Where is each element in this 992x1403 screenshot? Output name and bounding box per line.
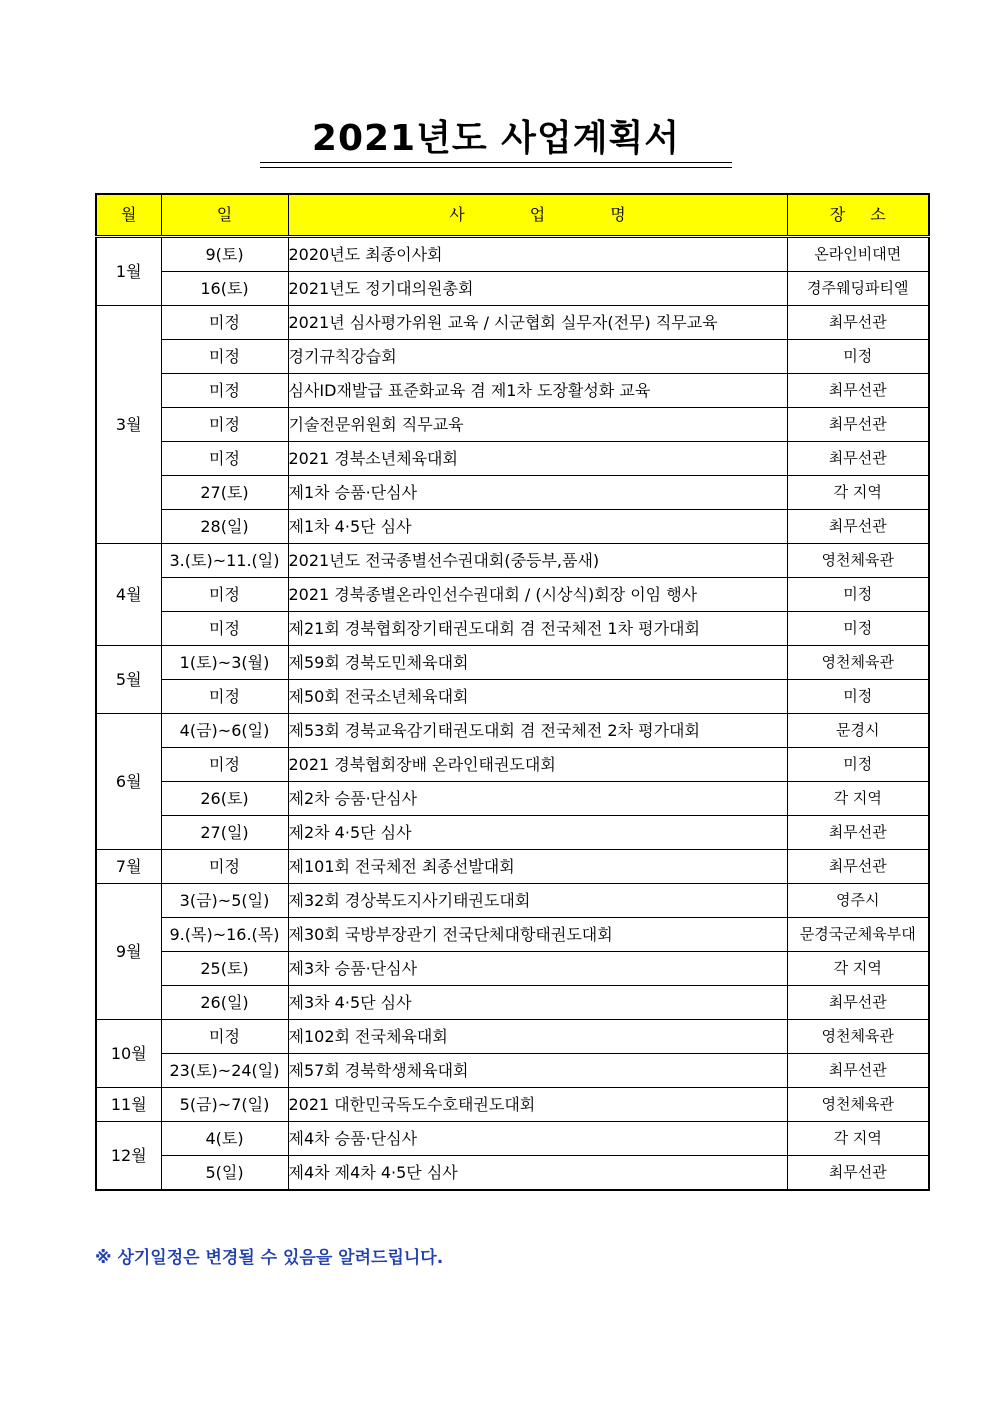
table-row (96, 272, 929, 306)
day-cell: 26(토) (161, 782, 288, 816)
table-row (96, 306, 929, 340)
place-cell: 최무선관 (787, 1156, 929, 1191)
day-cell: 1(토)~3(월) (161, 646, 288, 680)
day-cell: 5(일) (161, 1156, 288, 1191)
table-row (96, 952, 929, 986)
table-row (96, 782, 929, 816)
place-cell: 최무선관 (787, 986, 929, 1020)
month-cell: 12월 (96, 1122, 161, 1191)
day-cell: 미정 (161, 442, 288, 476)
day-cell: 9(토) (161, 237, 288, 272)
day-cell: 4(금)~6(일) (161, 714, 288, 748)
table-row (96, 237, 929, 272)
day-cell: 미정 (161, 374, 288, 408)
place-cell: 최무선관 (787, 408, 929, 442)
place-cell: 미정 (787, 748, 929, 782)
place-cell: 최무선관 (787, 442, 929, 476)
event-name-cell: 경기규칙강습회 (288, 340, 787, 374)
table-header-row (96, 194, 929, 237)
month-cell: 7월 (96, 850, 161, 884)
event-name-cell: 2021 경북종별온라인선수권대회 / (시상식)회장 이임 행사 (288, 578, 787, 612)
event-name-cell: 2021년도 정기대의원총회 (288, 272, 787, 306)
table-row (96, 714, 929, 748)
event-name-cell: 제4차 승품·단심사 (288, 1122, 787, 1156)
place-cell: 각 지역 (787, 1122, 929, 1156)
event-name-cell: 제59회 경북도민체육대회 (288, 646, 787, 680)
month-cell: 5월 (96, 646, 161, 714)
event-name-cell: 제53회 경북교육감기태권도대회 겸 전국체전 2차 평가대회 (288, 714, 787, 748)
table-row (96, 816, 929, 850)
day-cell: 4(토) (161, 1122, 288, 1156)
place-cell: 미정 (787, 340, 929, 374)
day-cell: 미정 (161, 1020, 288, 1054)
day-cell: 28(일) (161, 510, 288, 544)
place-cell: 문경국군체육부대 (787, 918, 929, 952)
day-cell: 미정 (161, 850, 288, 884)
month-cell: 6월 (96, 714, 161, 850)
day-cell: 미정 (161, 748, 288, 782)
place-cell: 미정 (787, 578, 929, 612)
place-cell: 영천체육관 (787, 544, 929, 578)
table-row (96, 884, 929, 918)
event-name-cell: 제101회 전국체전 최종선발대회 (288, 850, 787, 884)
month-cell: 11월 (96, 1088, 161, 1122)
schedule-body (96, 237, 929, 1191)
month-cell: 10월 (96, 1020, 161, 1088)
place-cell: 최무선관 (787, 510, 929, 544)
day-cell: 16(토) (161, 272, 288, 306)
event-name-cell: 2021 경북소년체육대회 (288, 442, 787, 476)
day-cell: 25(토) (161, 952, 288, 986)
table-row (96, 1156, 929, 1191)
event-name-cell: 심사ID재발급 표준화교육 겸 제1차 도장활성화 교육 (288, 374, 787, 408)
event-name-cell: 2020년도 최종이사회 (288, 237, 787, 272)
day-cell: 미정 (161, 340, 288, 374)
place-cell: 최무선관 (787, 306, 929, 340)
table-row (96, 578, 929, 612)
event-name-cell: 제2차 승품·단심사 (288, 782, 787, 816)
event-name-cell: 제1차 승품·단심사 (288, 476, 787, 510)
event-name-cell: 2021년도 전국종별선수권대회(중등부,품새) (288, 544, 787, 578)
day-cell: 3.(토)~11.(일) (161, 544, 288, 578)
day-cell: 미정 (161, 578, 288, 612)
place-cell: 문경시 (787, 714, 929, 748)
table-row (96, 408, 929, 442)
day-cell: 3(금)~5(일) (161, 884, 288, 918)
day-cell: 5(금)~7(일) (161, 1088, 288, 1122)
table-row (96, 1054, 929, 1088)
place-cell: 경주웨딩파티엘 (787, 272, 929, 306)
table-row (96, 476, 929, 510)
table-row (96, 646, 929, 680)
event-name-cell: 제2차 4·5단 심사 (288, 816, 787, 850)
event-name-cell: 제21회 경북협회장기태권도대회 겸 전국체전 1차 평가대회 (288, 612, 787, 646)
page-title: 2021년도 사업계획서 (311, 118, 681, 159)
table-row (96, 612, 929, 646)
table-row (96, 680, 929, 714)
day-cell: 27(일) (161, 816, 288, 850)
month-cell: 4월 (96, 544, 161, 646)
day-cell: 미정 (161, 408, 288, 442)
event-name-cell: 기술전문위원회 직무교육 (288, 408, 787, 442)
title-underline (260, 162, 732, 168)
table-row (96, 544, 929, 578)
table-row (96, 1122, 929, 1156)
place-cell: 최무선관 (787, 850, 929, 884)
day-cell: 9.(목)~16.(목) (161, 918, 288, 952)
event-name-cell: 제57회 경북학생체육대회 (288, 1054, 787, 1088)
day-cell: 미정 (161, 306, 288, 340)
table-row (96, 986, 929, 1020)
table-row (96, 374, 929, 408)
schedule-note: ※ 상기일정은 변경될 수 있음을 알려드립니다. (95, 1248, 444, 1268)
event-name-cell: 제102회 전국체육대회 (288, 1020, 787, 1054)
event-name-cell: 제3차 4·5단 심사 (288, 986, 787, 1020)
table-row (96, 748, 929, 782)
day-cell: 27(토) (161, 476, 288, 510)
table-row (96, 1020, 929, 1054)
place-cell: 각 지역 (787, 782, 929, 816)
event-name-cell: 제4차 제4차 4·5단 심사 (288, 1156, 787, 1191)
place-cell: 영천체육관 (787, 1020, 929, 1054)
event-name-cell: 제50회 전국소년체육대회 (288, 680, 787, 714)
place-cell: 미정 (787, 680, 929, 714)
month-cell: 9월 (96, 884, 161, 1020)
month-cell: 3월 (96, 306, 161, 544)
event-name-cell: 제1차 4·5단 심사 (288, 510, 787, 544)
header-place: 장 소 (787, 194, 929, 237)
event-name-cell: 제32회 경상북도지사기태권도대회 (288, 884, 787, 918)
table-row (96, 510, 929, 544)
place-cell: 영천체육관 (787, 646, 929, 680)
table-row (96, 442, 929, 476)
place-cell: 온라인비대면 (787, 237, 929, 272)
table-row (96, 1088, 929, 1122)
place-cell: 최무선관 (787, 1054, 929, 1088)
place-cell: 각 지역 (787, 952, 929, 986)
event-name-cell: 제3차 승품·단심사 (288, 952, 787, 986)
header-day: 일 (161, 194, 288, 237)
place-cell: 각 지역 (787, 476, 929, 510)
header-name: 사 업 명 (288, 194, 787, 237)
table-row (96, 918, 929, 952)
day-cell: 미정 (161, 680, 288, 714)
event-name-cell: 2021년 심사평가위원 교육 / 시군협회 실무자(전무) 직무교육 (288, 306, 787, 340)
header-month: 월 (96, 194, 161, 237)
place-cell: 최무선관 (787, 374, 929, 408)
event-name-cell: 2021 경북협회장배 온라인태권도대회 (288, 748, 787, 782)
place-cell: 최무선관 (787, 816, 929, 850)
month-cell: 1월 (96, 237, 161, 306)
event-name-cell: 제30회 국방부장관기 전국단체대항태권도대회 (288, 918, 787, 952)
place-cell: 미정 (787, 612, 929, 646)
event-name-cell: 2021 대한민국독도수호태권도대회 (288, 1088, 787, 1122)
day-cell: 23(토)~24(일) (161, 1054, 288, 1088)
day-cell: 미정 (161, 612, 288, 646)
place-cell: 영주시 (787, 884, 929, 918)
schedule-table (95, 193, 930, 1191)
day-cell: 26(일) (161, 986, 288, 1020)
place-cell: 영천체육관 (787, 1088, 929, 1122)
table-row (96, 340, 929, 374)
table-row (96, 850, 929, 884)
